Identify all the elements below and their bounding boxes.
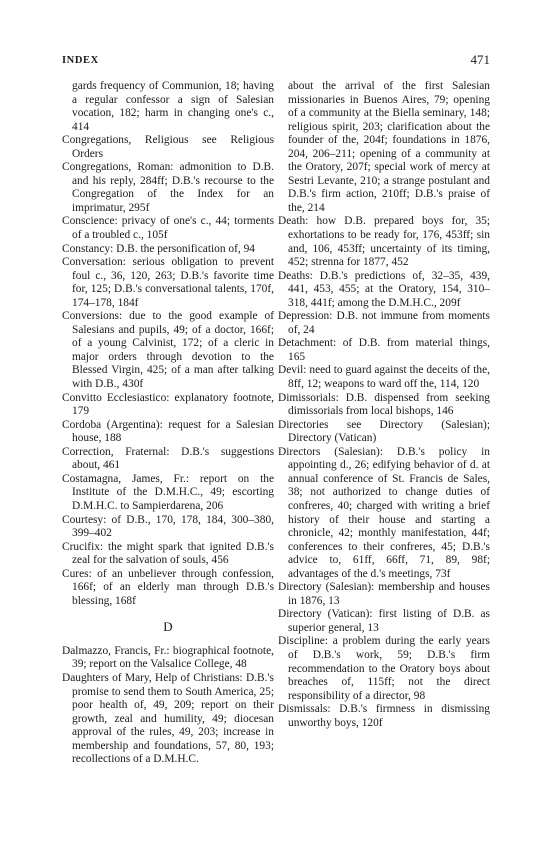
index-entry: Death: how D.B. prepared boys for, 35; exhortations to be ready for, 176, 453ff; sin and, 106, 453ff; uncertainty of its timing, 452; strenna for 1877, 452	[278, 215, 490, 269]
index-entry: Deaths: D.B.'s predictions of, 32–35, 439, 441, 453, 455; at the Oratory, 154, 310–318, 441f; among the D.M.H.C., 209f	[278, 269, 490, 309]
index-entry: Detachment: of D.B. from material things, 165	[278, 337, 490, 363]
index-entry: Directories see Directory (Salesian); Directory (Vatican)	[278, 418, 490, 445]
index-entry-continued: about the arrival of the first Salesian missionaries in Buenos Aires, 79; opening of a community at the Biella seminary, 148; religious spirit, 203; clarification about the founder of the, 204f; foundations in 1876, 204, 206–211; opening of a community at the Oratory, 207f; special work of mercy at Sestri Levante, 210; a strange postulant and D.B.'s firm action, 210ff; D.B.'s praise of the, 214	[288, 80, 490, 214]
index-entry: Conversation: serious obligation to prevent foul c., 36, 120, 263; D.B.'s favorite time for, 125; D.B.'s conversational talents, 170f, 174–178, 184f	[62, 256, 274, 309]
index-entry: Crucifix: the might spark that ignited D.B.'s zeal for the salvation of souls, 456	[62, 540, 274, 567]
index-entry: Constancy: D.B. the personification of, 94	[62, 242, 255, 255]
section-letter-d: D	[163, 619, 173, 635]
index-entry: Directory (Vatican): first listing of D.B. as superior general, 13	[278, 608, 490, 634]
left-column	[62, 80, 274, 767]
index-entry: Discipline: a problem during the early years of D.B.'s work, 59; D.B.'s firm recommendation to the Oratory boys about breaches of, 115ff; not the direct responsibility of a director, 98	[278, 635, 490, 702]
index-entry: gards frequency of Communion, 18; having a regular confessor a sign of Salesian vocation, 182; harm in changing one's c., 414	[72, 80, 274, 133]
page-header	[62, 52, 490, 70]
index-entry: Conscience: privacy of one's c., 44; torments of a troubled c., 105f	[62, 215, 274, 242]
index-entry: Directory (Salesian): membership and houses in 1876, 13	[278, 581, 490, 607]
index-entry: Dismissals: D.B.'s firmness in dismissing unworthy boys, 120f	[278, 703, 490, 729]
right-column	[278, 80, 490, 730]
index-entry: Convitto Ecclesiastico: explanatory footnote, 179	[62, 391, 274, 418]
index-entry: Costamagna, James, Fr.: report on the Institute of the D.M.H.C., 49; escorting D.M.H.C. to Sampierdarena, 206	[62, 472, 274, 512]
running-head: INDEX	[62, 55, 99, 66]
page-number: 471	[470, 52, 490, 67]
index-entry: Cures: of an unbeliever through confession, 166f; of an elderly man through D.B.'s blessing, 168f	[62, 567, 274, 607]
index-entry: Congregations, Roman: admonition to D.B. and his reply, 284ff; D.B.'s recourse to the Congregation of the Index for an imprimatur, 295f	[62, 161, 274, 214]
index-entry: Daughters of Mary, Help of Christians: D.B.'s promise to send them to South America, 25; poor health of, 49, 209; report on their growth, zeal and humility, 49; diocesan approval of the rules, 49, 203; increase in membership and foundations, 57, 80, 193; recollections of a D.M.H.C.	[62, 671, 274, 766]
index-entry: Correction, Fraternal: D.B.'s suggestions about, 461	[62, 445, 274, 472]
index-entry: Dalmazzo, Francis, Fr.: biographical footnote, 39; report on the Valsalice College, 48	[62, 644, 274, 671]
index-entry: Cordoba (Argentina): request for a Salesian house, 188	[62, 418, 274, 445]
index-entry: Conversions: due to the good example of Salesians and pupils, 49; of a doctor, 166f; of a young Calvinist, 172; of a cleric in major orders through devotion to the Blessed Virgin, 425; of a man after talking with D.B., 430f	[62, 310, 274, 391]
index-entry: Congregations, Religious see Religious Orders	[62, 134, 274, 160]
index-entry: Depression: D.B. not immune from moments of, 24	[278, 310, 490, 336]
index-entry: Devil: need to guard against the deceits of the, 8ff, 12; weapons to ward off the, 114, 120	[278, 364, 490, 391]
index-entry: Courtesy: of D.B., 170, 178, 184, 300–380, 399–402	[62, 513, 274, 540]
index-entry: Dimissorials: D.B. dispensed from seeking dimissorials from local bishops, 146	[278, 391, 490, 418]
index-entry: Directors (Salesian): D.B.'s policy in appointing d., 26; edifying behavior of d. at annual conference of St. Francis de Sales, 38; not authorized to change duties of confreres, 40; charged with writing a brief history of their house and starting a chronicle, 42; monthly manifestation, 44f; conferences to their confreres, 45; D.B.'s advice to, 61ff, 66ff, 71, 89, 98f; advantages of the d.'s meetings, 73f	[278, 445, 490, 580]
